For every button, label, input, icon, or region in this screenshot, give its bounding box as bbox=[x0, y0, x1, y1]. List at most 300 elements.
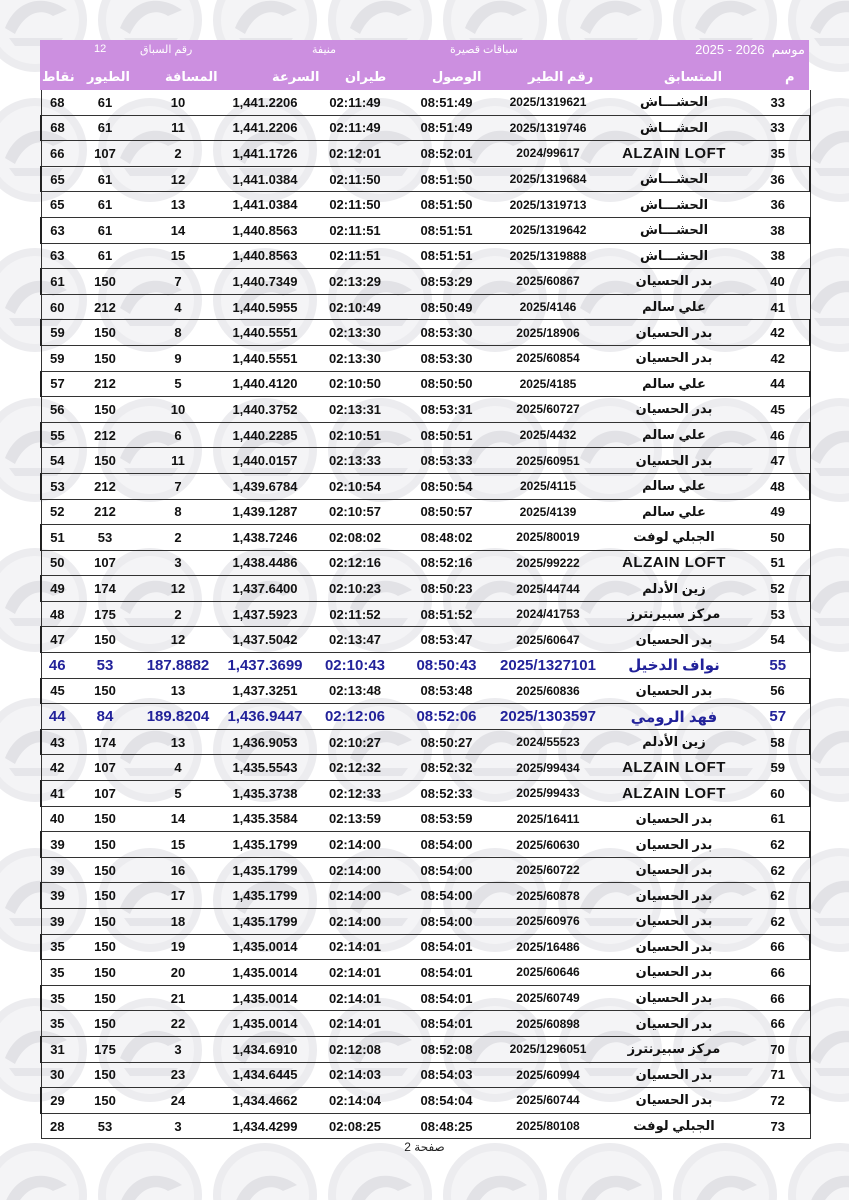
cell-distance: 12 bbox=[137, 166, 219, 192]
cell-speed: 1,435.0014 bbox=[219, 960, 311, 986]
cell-rank: 49 bbox=[746, 499, 810, 525]
cell-birds: 61 bbox=[73, 166, 137, 192]
cell-ring-number: 2024/41753 bbox=[494, 601, 602, 627]
cell-arrival-time: 08:54:03 bbox=[399, 1062, 494, 1088]
cell-birds: 174 bbox=[73, 576, 137, 602]
cell-competitor: بدر الحسيان bbox=[602, 1062, 746, 1088]
cell-ring-number: 2025/16411 bbox=[494, 806, 602, 832]
cell-distance: 16 bbox=[137, 857, 219, 883]
cell-arrival-time: 08:50:49 bbox=[399, 294, 494, 320]
cell-points: 39 bbox=[41, 883, 73, 909]
table-row bbox=[41, 499, 810, 525]
cell-arrival-time: 08:53:59 bbox=[399, 806, 494, 832]
cell-speed: 1,435.3738 bbox=[219, 781, 311, 807]
cell-flight-time: 02:13:31 bbox=[311, 397, 399, 423]
cell-competitor: الحشـــاش bbox=[602, 243, 746, 269]
cell-birds: 61 bbox=[73, 217, 137, 243]
cell-points: 56 bbox=[41, 397, 73, 423]
cell-points: 63 bbox=[41, 217, 73, 243]
cell-rank: 51 bbox=[746, 550, 810, 576]
cell-flight-time: 02:14:01 bbox=[311, 960, 399, 986]
cell-rank: 36 bbox=[746, 166, 810, 192]
cell-rank: 62 bbox=[746, 832, 810, 858]
cell-competitor: الحشـــاش bbox=[602, 90, 746, 115]
cell-points: 35 bbox=[41, 1011, 73, 1037]
cell-points: 40 bbox=[41, 806, 73, 832]
col-points: نقاط bbox=[42, 69, 75, 84]
cell-speed: 1,436.9053 bbox=[219, 729, 311, 755]
cell-ring-number: 2025/99222 bbox=[494, 550, 602, 576]
cell-arrival-time: 08:53:30 bbox=[399, 345, 494, 371]
cell-birds: 53 bbox=[73, 1113, 137, 1139]
cell-birds: 150 bbox=[73, 806, 137, 832]
cell-speed: 1,440.3752 bbox=[219, 397, 311, 423]
cell-rank: 55 bbox=[746, 653, 810, 679]
table-row bbox=[41, 729, 810, 755]
cell-competitor: بدر الحسيان bbox=[602, 1011, 746, 1037]
cell-rank: 73 bbox=[746, 1113, 810, 1139]
cell-distance: 20 bbox=[137, 960, 219, 986]
cell-distance: 23 bbox=[137, 1062, 219, 1088]
cell-points: 44 bbox=[41, 704, 73, 730]
cell-rank: 57 bbox=[746, 704, 810, 730]
cell-arrival-time: 08:48:02 bbox=[399, 525, 494, 551]
cell-competitor: الحشـــاش bbox=[602, 217, 746, 243]
cell-birds: 53 bbox=[73, 525, 137, 551]
cell-birds: 150 bbox=[73, 627, 137, 653]
cell-birds: 53 bbox=[73, 653, 137, 679]
cell-competitor: زين الأدلم bbox=[602, 729, 746, 755]
table-row bbox=[41, 1113, 810, 1139]
cell-flight-time: 02:10:23 bbox=[311, 576, 399, 602]
page-footer: صفحة 2 bbox=[404, 1140, 445, 1154]
cell-distance: 8 bbox=[137, 499, 219, 525]
cell-speed: 1,435.5543 bbox=[219, 755, 311, 781]
cell-birds: 212 bbox=[73, 294, 137, 320]
cell-speed: 1,437.5042 bbox=[219, 627, 311, 653]
cell-birds: 150 bbox=[73, 448, 137, 474]
table-row bbox=[41, 166, 810, 192]
cell-competitor: الحشـــاش bbox=[602, 192, 746, 218]
cell-arrival-time: 08:53:31 bbox=[399, 397, 494, 423]
cell-competitor: نواف الدخيل bbox=[602, 653, 746, 679]
cell-arrival-time: 08:50:50 bbox=[399, 371, 494, 397]
cell-distance: 2 bbox=[137, 601, 219, 627]
cell-flight-time: 02:12:08 bbox=[311, 1036, 399, 1062]
cell-birds: 84 bbox=[73, 704, 137, 730]
cell-points: 61 bbox=[41, 269, 73, 295]
cell-birds: 107 bbox=[73, 781, 137, 807]
cell-rank: 61 bbox=[746, 806, 810, 832]
cell-competitor: ALZAIN LOFT bbox=[602, 755, 746, 781]
cell-rank: 42 bbox=[746, 345, 810, 371]
cell-speed: 1,440.2285 bbox=[219, 422, 311, 448]
cell-points: 65 bbox=[41, 166, 73, 192]
cell-rank: 56 bbox=[746, 678, 810, 704]
season bbox=[695, 42, 805, 58]
col-distance: المسافة bbox=[165, 69, 218, 84]
cell-ring-number: 2025/60646 bbox=[494, 960, 602, 986]
cell-ring-number: 2025/80019 bbox=[494, 525, 602, 551]
cell-ring-number: 2025/80108 bbox=[494, 1113, 602, 1139]
cell-ring-number: 2025/60722 bbox=[494, 857, 602, 883]
cell-ring-number: 2025/1319888 bbox=[494, 243, 602, 269]
cell-competitor: الحشـــاش bbox=[602, 115, 746, 141]
cell-distance: 4 bbox=[137, 294, 219, 320]
cell-competitor: الجبلي لوفت bbox=[602, 1113, 746, 1139]
cell-rank: 66 bbox=[746, 960, 810, 986]
cell-rank: 38 bbox=[746, 243, 810, 269]
cell-birds: 150 bbox=[73, 883, 137, 909]
cell-birds: 212 bbox=[73, 473, 137, 499]
cell-speed: 1,435.1799 bbox=[219, 909, 311, 935]
cell-rank: 62 bbox=[746, 857, 810, 883]
table-row bbox=[41, 1062, 810, 1088]
cell-rank: 71 bbox=[746, 1062, 810, 1088]
cell-arrival-time: 08:54:04 bbox=[399, 1088, 494, 1114]
cell-ring-number: 2025/4139 bbox=[494, 499, 602, 525]
cell-competitor: بدر الحسيان bbox=[602, 448, 746, 474]
cell-rank: 45 bbox=[746, 397, 810, 423]
cell-arrival-time: 08:54:00 bbox=[399, 832, 494, 858]
cell-speed: 1,435.0014 bbox=[219, 1011, 311, 1037]
cell-rank: 66 bbox=[746, 1011, 810, 1037]
table-row bbox=[41, 985, 810, 1011]
cell-competitor: بدر الحسيان bbox=[602, 320, 746, 346]
cell-points: 39 bbox=[41, 909, 73, 935]
table-row bbox=[41, 934, 810, 960]
table-row bbox=[41, 115, 810, 141]
table-row bbox=[41, 909, 810, 935]
results-page bbox=[40, 40, 809, 1139]
table-row bbox=[41, 704, 810, 730]
cell-birds: 150 bbox=[73, 269, 137, 295]
cell-competitor: بدر الحسيان bbox=[602, 678, 746, 704]
cell-birds: 150 bbox=[73, 1088, 137, 1114]
cell-speed: 1,435.3584 bbox=[219, 806, 311, 832]
cell-points: 43 bbox=[41, 729, 73, 755]
table-row bbox=[41, 345, 810, 371]
cell-speed: 1,441.0384 bbox=[219, 192, 311, 218]
cell-points: 35 bbox=[41, 985, 73, 1011]
cell-ring-number: 2025/60994 bbox=[494, 1062, 602, 1088]
cell-ring-number: 2025/60878 bbox=[494, 883, 602, 909]
cell-arrival-time: 08:50:27 bbox=[399, 729, 494, 755]
cell-competitor: علي سالم bbox=[602, 422, 746, 448]
cell-flight-time: 02:11:50 bbox=[311, 166, 399, 192]
table-row bbox=[41, 832, 810, 858]
table-row bbox=[41, 1011, 810, 1037]
cell-speed: 1,434.6445 bbox=[219, 1062, 311, 1088]
cell-rank: 42 bbox=[746, 320, 810, 346]
table-row bbox=[41, 320, 810, 346]
cell-arrival-time: 08:53:48 bbox=[399, 678, 494, 704]
cell-ring-number: 2025/60976 bbox=[494, 909, 602, 935]
cell-distance: 22 bbox=[137, 1011, 219, 1037]
cell-distance: 3 bbox=[137, 550, 219, 576]
cell-distance: 19 bbox=[137, 934, 219, 960]
cell-rank: 58 bbox=[746, 729, 810, 755]
cell-distance: 10 bbox=[137, 90, 219, 115]
cell-distance: 12 bbox=[137, 576, 219, 602]
cell-distance: 17 bbox=[137, 883, 219, 909]
col-rank: م bbox=[785, 69, 795, 84]
cell-flight-time: 02:10:43 bbox=[311, 653, 399, 679]
cell-birds: 150 bbox=[73, 1011, 137, 1037]
cell-speed: 1,440.4120 bbox=[219, 371, 311, 397]
cell-flight-time: 02:14:00 bbox=[311, 832, 399, 858]
cell-distance: 2 bbox=[137, 141, 219, 167]
cell-birds: 175 bbox=[73, 1036, 137, 1062]
cell-flight-time: 02:10:50 bbox=[311, 371, 399, 397]
cell-rank: 62 bbox=[746, 909, 810, 935]
table-row bbox=[41, 397, 810, 423]
cell-points: 52 bbox=[41, 499, 73, 525]
cell-competitor: فهد الرومي bbox=[602, 704, 746, 730]
cell-points: 57 bbox=[41, 371, 73, 397]
cell-distance: 187.8882 bbox=[137, 653, 219, 679]
cell-distance: 7 bbox=[137, 473, 219, 499]
cell-arrival-time: 08:50:54 bbox=[399, 473, 494, 499]
race-number-label: رقم السباق bbox=[140, 44, 193, 56]
cell-birds: 150 bbox=[73, 934, 137, 960]
cell-ring-number: 2024/99617 bbox=[494, 141, 602, 167]
cell-ring-number: 2025/60836 bbox=[494, 678, 602, 704]
cell-rank: 62 bbox=[746, 883, 810, 909]
cell-speed: 1,436.9447 bbox=[219, 704, 311, 730]
cell-rank: 70 bbox=[746, 1036, 810, 1062]
col-arrival: الوصول bbox=[432, 69, 482, 84]
cell-points: 51 bbox=[41, 525, 73, 551]
cell-ring-number: 2025/4146 bbox=[494, 294, 602, 320]
table-row bbox=[41, 1036, 810, 1062]
cell-competitor: علي سالم bbox=[602, 499, 746, 525]
cell-birds: 212 bbox=[73, 371, 137, 397]
cell-competitor: بدر الحسيان bbox=[602, 934, 746, 960]
table-row bbox=[41, 243, 810, 269]
cell-flight-time: 02:10:57 bbox=[311, 499, 399, 525]
cell-flight-time: 02:14:00 bbox=[311, 909, 399, 935]
cell-flight-time: 02:08:25 bbox=[311, 1113, 399, 1139]
table-row bbox=[41, 883, 810, 909]
cell-rank: 60 bbox=[746, 781, 810, 807]
cell-flight-time: 02:14:04 bbox=[311, 1088, 399, 1114]
cell-speed: 1,440.5955 bbox=[219, 294, 311, 320]
cell-distance: 8 bbox=[137, 320, 219, 346]
cell-competitor: بدر الحسيان bbox=[602, 345, 746, 371]
cell-speed: 1,440.8563 bbox=[219, 243, 311, 269]
cell-arrival-time: 08:51:49 bbox=[399, 115, 494, 141]
cell-speed: 1,434.6910 bbox=[219, 1036, 311, 1062]
cell-speed: 1,439.1287 bbox=[219, 499, 311, 525]
table-row bbox=[41, 141, 810, 167]
cell-speed: 1,440.0157 bbox=[219, 448, 311, 474]
cell-distance: 4 bbox=[137, 755, 219, 781]
cell-flight-time: 02:14:00 bbox=[311, 883, 399, 909]
cell-points: 45 bbox=[41, 678, 73, 704]
cell-flight-time: 02:13:47 bbox=[311, 627, 399, 653]
cell-rank: 47 bbox=[746, 448, 810, 474]
cell-rank: 66 bbox=[746, 934, 810, 960]
cell-birds: 150 bbox=[73, 345, 137, 371]
cell-ring-number: 2025/18906 bbox=[494, 320, 602, 346]
cell-competitor: علي سالم bbox=[602, 371, 746, 397]
cell-ring-number: 2025/60727 bbox=[494, 397, 602, 423]
table-row bbox=[41, 448, 810, 474]
cell-arrival-time: 08:54:01 bbox=[399, 934, 494, 960]
cell-points: 29 bbox=[41, 1088, 73, 1114]
cell-birds: 61 bbox=[73, 192, 137, 218]
cell-birds: 61 bbox=[73, 90, 137, 115]
cell-flight-time: 02:14:01 bbox=[311, 934, 399, 960]
cell-arrival-time: 08:54:00 bbox=[399, 857, 494, 883]
cell-speed: 1,440.5551 bbox=[219, 345, 311, 371]
cell-arrival-time: 08:53:47 bbox=[399, 627, 494, 653]
cell-rank: 33 bbox=[746, 115, 810, 141]
cell-points: 39 bbox=[41, 857, 73, 883]
cell-ring-number: 2025/44744 bbox=[494, 576, 602, 602]
cell-arrival-time: 08:52:01 bbox=[399, 141, 494, 167]
table-row bbox=[41, 473, 810, 499]
results-table bbox=[40, 90, 811, 1139]
cell-distance: 24 bbox=[137, 1088, 219, 1114]
cell-birds: 150 bbox=[73, 985, 137, 1011]
cell-arrival-time: 08:52:08 bbox=[399, 1036, 494, 1062]
cell-flight-time: 02:11:52 bbox=[311, 601, 399, 627]
cell-rank: 52 bbox=[746, 576, 810, 602]
cell-ring-number: 2025/60744 bbox=[494, 1088, 602, 1114]
cell-birds: 212 bbox=[73, 422, 137, 448]
cell-competitor: بدر الحسيان bbox=[602, 627, 746, 653]
table-row bbox=[41, 90, 810, 115]
cell-ring-number: 2025/4185 bbox=[494, 371, 602, 397]
cell-competitor: بدر الحسيان bbox=[602, 857, 746, 883]
col-name: المتسابق bbox=[664, 69, 723, 84]
cell-competitor: بدر الحسيان bbox=[602, 883, 746, 909]
cell-rank: 53 bbox=[746, 601, 810, 627]
cell-competitor: ALZAIN LOFT bbox=[602, 550, 746, 576]
cell-ring-number: 2025/1319642 bbox=[494, 217, 602, 243]
cell-ring-number: 2025/1319621 bbox=[494, 90, 602, 115]
cell-arrival-time: 08:53:33 bbox=[399, 448, 494, 474]
cell-points: 63 bbox=[41, 243, 73, 269]
cell-arrival-time: 08:48:25 bbox=[399, 1113, 494, 1139]
cell-flight-time: 02:13:48 bbox=[311, 678, 399, 704]
cell-birds: 212 bbox=[73, 499, 137, 525]
cell-competitor: بدر الحسيان bbox=[602, 832, 746, 858]
cell-arrival-time: 08:53:30 bbox=[399, 320, 494, 346]
race-type: سباقات قصيرة bbox=[450, 44, 518, 56]
cell-competitor: بدر الحسيان bbox=[602, 985, 746, 1011]
cell-distance: 3 bbox=[137, 1036, 219, 1062]
cell-birds: 107 bbox=[73, 141, 137, 167]
cell-speed: 1,434.4662 bbox=[219, 1088, 311, 1114]
cell-birds: 61 bbox=[73, 115, 137, 141]
cell-speed: 1,435.0014 bbox=[219, 985, 311, 1011]
season-years: 2026 - 2025 bbox=[695, 42, 765, 57]
cell-ring-number: 2025/16486 bbox=[494, 934, 602, 960]
cell-distance: 189.8204 bbox=[137, 704, 219, 730]
table-row bbox=[41, 781, 810, 807]
cell-flight-time: 02:12:06 bbox=[311, 704, 399, 730]
cell-competitor: مركز سبيرنترز bbox=[602, 1036, 746, 1062]
cell-points: 68 bbox=[41, 115, 73, 141]
cell-flight-time: 02:11:49 bbox=[311, 115, 399, 141]
cell-arrival-time: 08:53:29 bbox=[399, 269, 494, 295]
table-row bbox=[41, 653, 810, 679]
cell-rank: 44 bbox=[746, 371, 810, 397]
cell-distance: 3 bbox=[137, 1113, 219, 1139]
cell-birds: 150 bbox=[73, 857, 137, 883]
cell-flight-time: 02:14:00 bbox=[311, 857, 399, 883]
cell-speed: 1,437.6400 bbox=[219, 576, 311, 602]
table-row bbox=[41, 755, 810, 781]
cell-birds: 150 bbox=[73, 397, 137, 423]
cell-speed: 1,435.1799 bbox=[219, 832, 311, 858]
cell-flight-time: 02:11:51 bbox=[311, 217, 399, 243]
cell-rank: 38 bbox=[746, 217, 810, 243]
cell-distance: 5 bbox=[137, 371, 219, 397]
cell-points: 60 bbox=[41, 294, 73, 320]
cell-points: 54 bbox=[41, 448, 73, 474]
race-number-value: 12 bbox=[94, 43, 107, 55]
cell-arrival-time: 08:51:52 bbox=[399, 601, 494, 627]
cell-distance: 9 bbox=[137, 345, 219, 371]
col-speed: السرعة bbox=[272, 69, 320, 84]
cell-flight-time: 02:14:01 bbox=[311, 1011, 399, 1037]
cell-points: 28 bbox=[41, 1113, 73, 1139]
table-row bbox=[41, 371, 810, 397]
cell-rank: 46 bbox=[746, 422, 810, 448]
cell-flight-time: 02:10:51 bbox=[311, 422, 399, 448]
cell-ring-number: 2025/60647 bbox=[494, 627, 602, 653]
col-ring: رقم الطير bbox=[528, 69, 594, 84]
cell-speed: 1,437.3251 bbox=[219, 678, 311, 704]
cell-ring-number: 2025/1327101 bbox=[494, 653, 602, 679]
table-row bbox=[41, 627, 810, 653]
cell-birds: 61 bbox=[73, 243, 137, 269]
cell-speed: 1,441.0384 bbox=[219, 166, 311, 192]
cell-flight-time: 02:13:30 bbox=[311, 320, 399, 346]
cell-points: 47 bbox=[41, 627, 73, 653]
cell-arrival-time: 08:51:51 bbox=[399, 217, 494, 243]
cell-distance: 5 bbox=[137, 781, 219, 807]
cell-flight-time: 02:13:30 bbox=[311, 345, 399, 371]
cell-points: 65 bbox=[41, 192, 73, 218]
cell-speed: 1,441.1726 bbox=[219, 141, 311, 167]
cell-ring-number: 2025/60867 bbox=[494, 269, 602, 295]
cell-rank: 33 bbox=[746, 90, 810, 115]
cell-points: 30 bbox=[41, 1062, 73, 1088]
cell-rank: 48 bbox=[746, 473, 810, 499]
cell-ring-number: 2025/1319746 bbox=[494, 115, 602, 141]
cell-flight-time: 02:11:49 bbox=[311, 90, 399, 115]
cell-distance: 12 bbox=[137, 627, 219, 653]
table-row bbox=[41, 550, 810, 576]
cell-points: 35 bbox=[41, 960, 73, 986]
cell-competitor: بدر الحسيان bbox=[602, 397, 746, 423]
table-row bbox=[41, 269, 810, 295]
table-row bbox=[41, 1088, 810, 1114]
cell-ring-number: 2025/60854 bbox=[494, 345, 602, 371]
cell-ring-number: 2025/60951 bbox=[494, 448, 602, 474]
cell-points: 55 bbox=[41, 422, 73, 448]
cell-speed: 1,435.0014 bbox=[219, 934, 311, 960]
cell-arrival-time: 08:54:00 bbox=[399, 883, 494, 909]
cell-distance: 14 bbox=[137, 806, 219, 832]
cell-distance: 13 bbox=[137, 729, 219, 755]
cell-speed: 1,440.5551 bbox=[219, 320, 311, 346]
